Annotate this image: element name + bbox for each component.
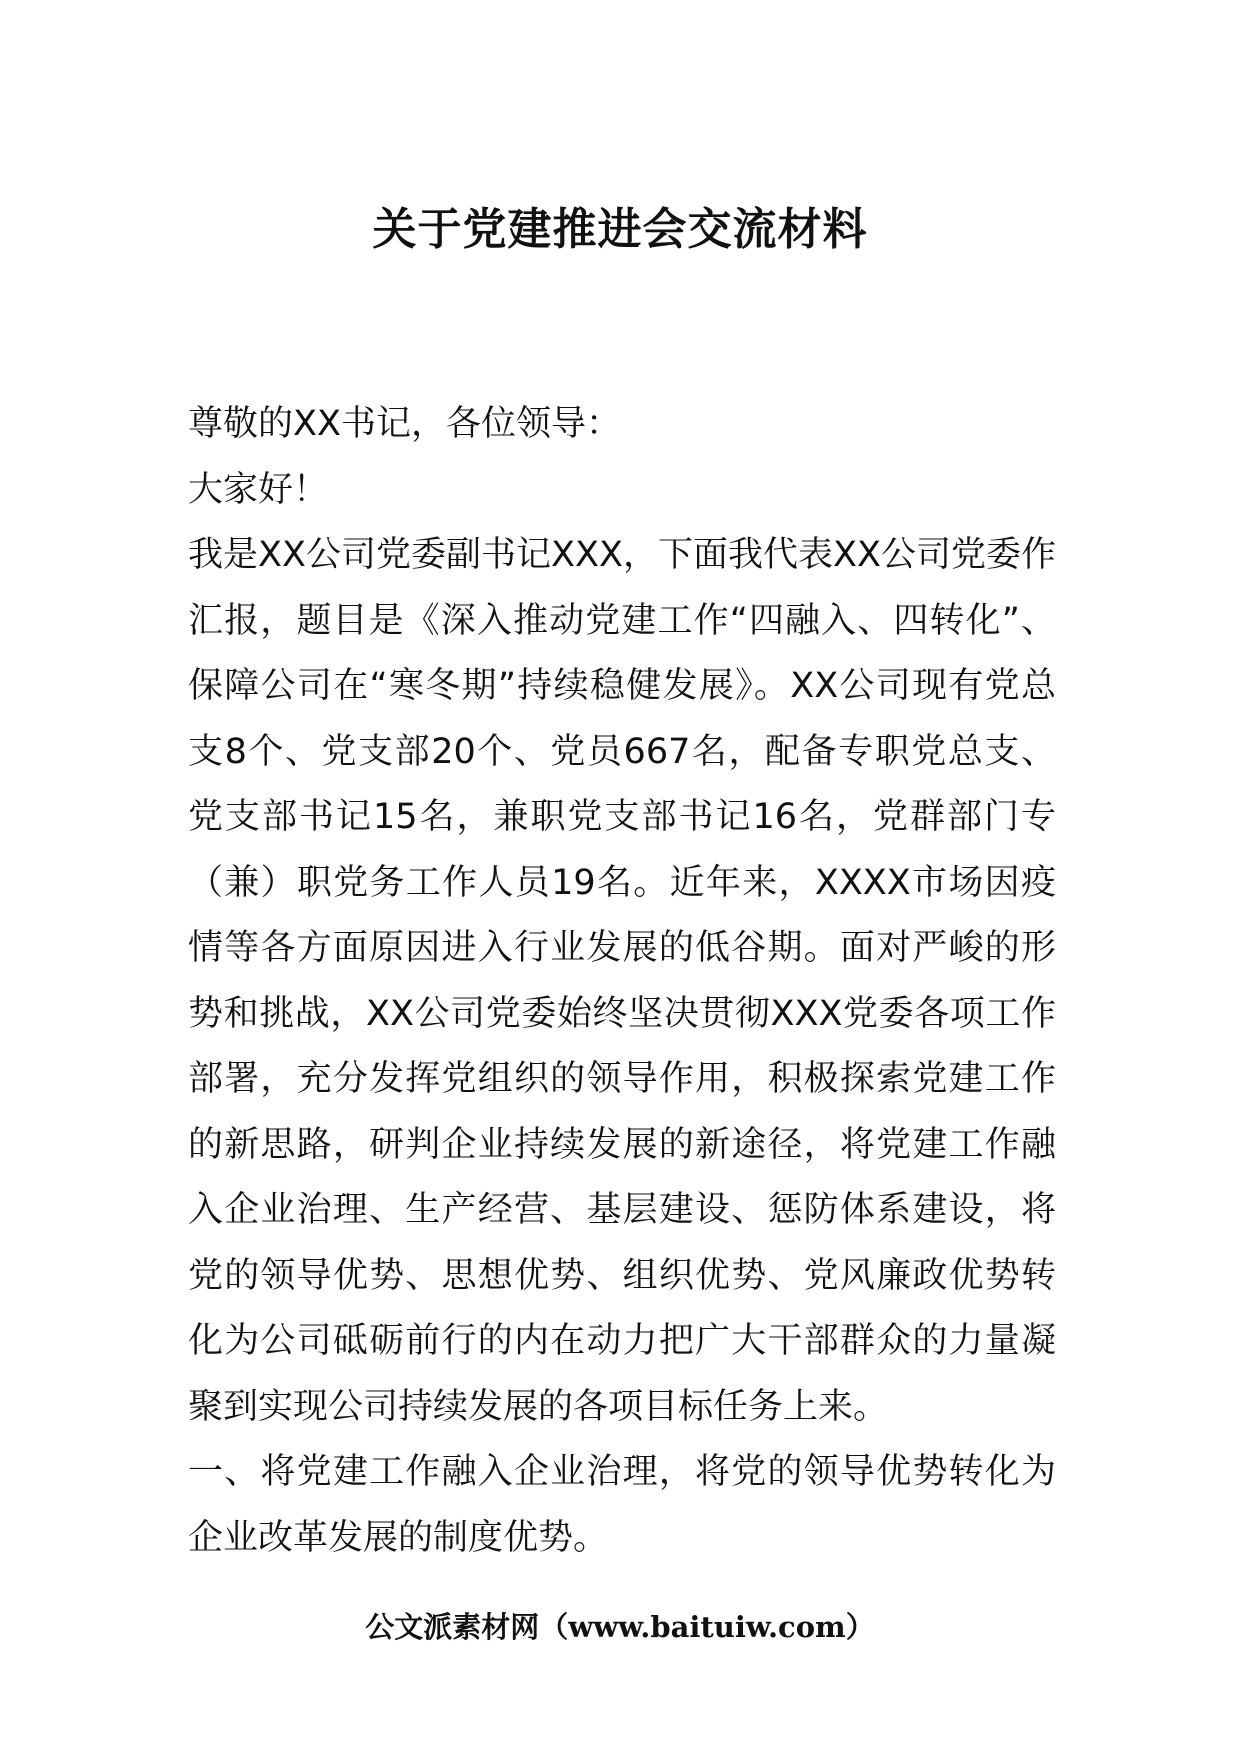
document-title: 关于党建推进会交流材料 xyxy=(372,204,868,255)
greeting: 大家好！ xyxy=(188,469,329,510)
intro-paragraph: 我是XX公司党委副书记XXX，下面我代表XX公司党委作汇报，题目是《深入推动党建工作“四融入、四转化”、保障公司在“寒冬期”持续稳健发展》。XX公司现有党总支8个、党支部20个、党员667名，配备专职党总支、党支部书记15名，兼职党支部书记16名，党群部门专（兼）职党务工作人员19名。近年来，XXXX市场因疫情等各方面原因进入行业发展的低谷期。面对严峻的形势和挑战，XX公司党委始终坚决贯彻XXX党委各项工作部署，充分发挥党组织的领导作用，积极探索党建工作的新思路，研判企业持续发展的新途径，将党建工作融入企业治理、生产经营、基层建设、惩防体系建设，将党的领导优势、思想优势、组织优势、党风廉政优势转化为公司砥砺前行的内在动力把广大干部群众的力量凝聚到实现公司持续发展的各项目标任务上来。 xyxy=(188,535,1056,1427)
section-heading: 一、将党建工作融入企业治理，将党的领导优势转化为企业改革发展的制度优势。 xyxy=(188,1452,1056,1558)
footer-watermark: 公文派素材网（www.baituiw.com） xyxy=(365,1610,875,1644)
salutation: 尊敬的XX书记，各位领导： xyxy=(188,404,621,444)
document-body xyxy=(188,392,1056,1571)
